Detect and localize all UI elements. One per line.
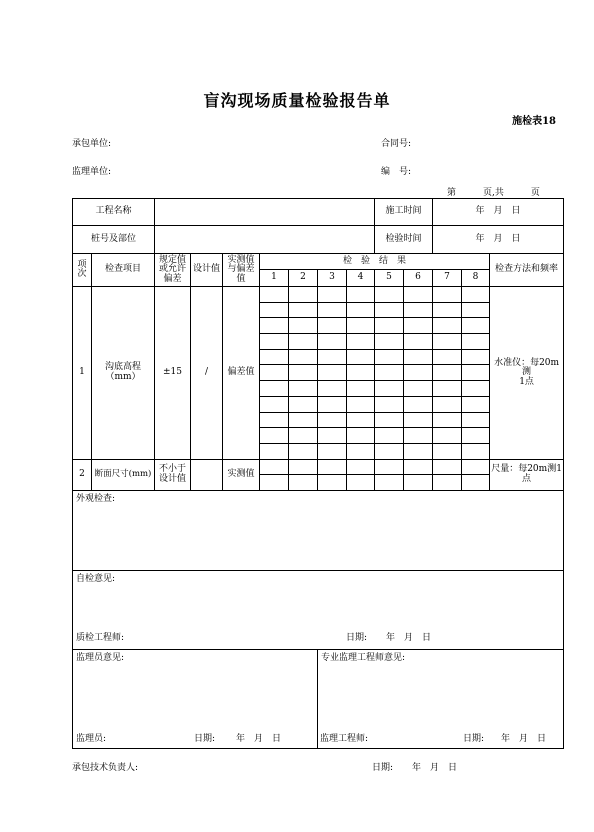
result-cell[interactable]	[375, 302, 404, 318]
result-cell[interactable]	[433, 302, 462, 318]
result-cell[interactable]	[404, 287, 433, 303]
result-cell[interactable]	[433, 443, 462, 459]
result-cell[interactable]	[289, 412, 318, 428]
supervisor-opinion-label: 监理员意见:	[76, 652, 125, 663]
result-col-header: 2	[289, 270, 318, 287]
result-cell[interactable]	[404, 428, 433, 444]
contractor-label: 承包单位:	[72, 139, 112, 149]
form-number: 施检表18	[512, 116, 556, 127]
row-no: 1	[73, 287, 92, 460]
result-cell[interactable]	[289, 381, 318, 397]
result-cell[interactable]	[318, 349, 347, 365]
page-title: 盲沟现场质量检验报告单	[203, 91, 391, 110]
result-cell[interactable]	[375, 428, 404, 444]
result-cell[interactable]	[289, 396, 318, 412]
result-cell[interactable]	[318, 334, 347, 350]
appearance-section	[73, 490, 564, 570]
result-cell[interactable]	[260, 396, 289, 412]
self-check-label: 自检意见:	[76, 573, 116, 584]
result-cell[interactable]	[260, 349, 289, 365]
supervisor-date-label: 日期:	[194, 734, 216, 744]
result-cell[interactable]	[318, 459, 347, 475]
result-cell[interactable]	[462, 475, 490, 491]
engineer-date-value: 年 月 日	[501, 734, 547, 744]
self-check-section	[73, 570, 564, 649]
result-cell[interactable]	[347, 412, 375, 428]
result-cell[interactable]	[404, 459, 433, 475]
header-item: 检查项目	[92, 254, 155, 287]
row-item: 断面尺寸(mm)	[92, 459, 155, 490]
result-col-header: 5	[375, 270, 404, 287]
result-cell[interactable]	[433, 381, 462, 397]
result-cell[interactable]	[462, 287, 490, 303]
result-cell[interactable]	[462, 334, 490, 350]
result-cell[interactable]	[404, 443, 433, 459]
result-cell[interactable]	[462, 302, 490, 318]
result-col-header: 1	[260, 270, 289, 287]
qc-engineer-label: 质检工程师:	[76, 633, 125, 643]
construction-time-value[interactable]: 年 月 日	[433, 199, 564, 226]
result-cell[interactable]	[289, 302, 318, 318]
result-cell[interactable]	[375, 412, 404, 428]
inspection-time-value[interactable]: 年 月 日	[433, 226, 564, 254]
result-col-header: 4	[347, 270, 375, 287]
result-cell[interactable]	[318, 365, 347, 381]
qc-date-value: 年 月 日	[386, 633, 432, 643]
result-cell[interactable]	[289, 349, 318, 365]
result-cell[interactable]	[289, 287, 318, 303]
project-name-label: 工程名称	[73, 199, 155, 226]
result-cell[interactable]	[318, 318, 347, 334]
serial-no-label: 编 号:	[381, 167, 412, 177]
result-cell[interactable]	[260, 381, 289, 397]
result-cell[interactable]	[462, 443, 490, 459]
result-cell[interactable]	[318, 396, 347, 412]
result-cell[interactable]	[404, 334, 433, 350]
supervisor-opinion-section	[73, 649, 318, 748]
result-cell[interactable]	[404, 475, 433, 491]
result-cell[interactable]	[433, 318, 462, 334]
result-cell[interactable]	[289, 459, 318, 475]
result-cell[interactable]	[462, 396, 490, 412]
result-cell[interactable]	[347, 459, 375, 475]
result-cell[interactable]	[260, 412, 289, 428]
result-cell[interactable]	[433, 475, 462, 491]
contractor-tech-date-value: 年 月 日	[412, 763, 458, 773]
result-cell[interactable]	[347, 349, 375, 365]
result-cell[interactable]	[289, 334, 318, 350]
result-cell[interactable]	[433, 349, 462, 365]
result-cell[interactable]	[375, 459, 404, 475]
result-cell[interactable]	[375, 365, 404, 381]
station-value[interactable]	[155, 226, 375, 254]
result-cell[interactable]	[433, 459, 462, 475]
result-cell[interactable]	[433, 334, 462, 350]
station-label: 桩号及部位	[73, 226, 155, 254]
result-cell[interactable]	[404, 318, 433, 334]
result-col-header: 7	[433, 270, 462, 287]
result-cell[interactable]	[318, 412, 347, 428]
row-design	[191, 459, 223, 490]
header-spec: 规定值 或允许 偏差	[155, 254, 191, 287]
result-cell[interactable]	[375, 381, 404, 397]
result-cell[interactable]	[347, 365, 375, 381]
supervisor-date-value: 年 月 日	[236, 734, 282, 744]
result-cell[interactable]	[318, 428, 347, 444]
result-cell[interactable]	[404, 396, 433, 412]
pro-supervisor-opinion-section	[318, 649, 564, 748]
result-cell[interactable]	[318, 443, 347, 459]
result-col-header: 8	[462, 270, 490, 287]
result-cell[interactable]	[433, 396, 462, 412]
header-results: 检 验 结 果	[260, 254, 490, 270]
supervising-engineer-label: 监理工程师:	[320, 734, 369, 744]
result-cell[interactable]	[289, 318, 318, 334]
contractor-tech-label: 承包技术负责人:	[72, 763, 139, 773]
result-cell[interactable]	[462, 365, 490, 381]
inspection-table	[72, 198, 564, 749]
header-measured: 实测值 与偏差 值	[223, 254, 260, 287]
result-cell[interactable]	[289, 475, 318, 491]
result-cell[interactable]	[347, 334, 375, 350]
result-cell[interactable]	[260, 428, 289, 444]
result-cell[interactable]	[289, 365, 318, 381]
row-method: 尺量：每20m测1 点	[490, 459, 564, 490]
result-cell[interactable]	[375, 443, 404, 459]
result-cell[interactable]	[462, 412, 490, 428]
result-cell[interactable]	[462, 349, 490, 365]
result-cell[interactable]	[433, 365, 462, 381]
result-cell[interactable]	[404, 349, 433, 365]
inspection-time-label: 检验时间	[375, 226, 433, 254]
result-cell[interactable]	[375, 349, 404, 365]
contractor-tech-date-label: 日期:	[372, 763, 394, 773]
result-cell[interactable]	[404, 412, 433, 428]
row-method: 水准仪：每20m测 1点	[490, 287, 564, 460]
result-cell[interactable]	[260, 475, 289, 491]
result-cell[interactable]	[462, 318, 490, 334]
row-no: 2	[73, 459, 92, 490]
result-cell[interactable]	[433, 287, 462, 303]
page-counter: 第 页,共 页	[447, 188, 540, 198]
result-cell[interactable]	[347, 302, 375, 318]
result-cell[interactable]	[433, 412, 462, 428]
result-cell[interactable]	[318, 302, 347, 318]
result-cell[interactable]	[289, 428, 318, 444]
construction-time-label: 施工时间	[375, 199, 433, 226]
project-name-value[interactable]	[155, 199, 375, 226]
row-item: 沟底高程 （mm）	[92, 287, 155, 460]
row-measured: 偏差值	[223, 287, 260, 460]
header-item-no: 项 次	[73, 254, 92, 287]
result-cell[interactable]	[404, 302, 433, 318]
result-cell[interactable]	[260, 443, 289, 459]
result-cell[interactable]	[347, 381, 375, 397]
result-cell[interactable]	[347, 475, 375, 491]
result-cell[interactable]	[260, 334, 289, 350]
result-cell[interactable]	[289, 443, 318, 459]
result-cell[interactable]	[347, 396, 375, 412]
supervisor-sign-label: 监理员:	[76, 734, 107, 744]
result-cell[interactable]	[260, 287, 289, 303]
result-cell[interactable]	[375, 475, 404, 491]
appearance-label: 外观检查:	[76, 493, 116, 504]
result-col-header: 6	[404, 270, 433, 287]
result-cell[interactable]	[347, 287, 375, 303]
result-cell[interactable]	[404, 381, 433, 397]
result-cell[interactable]	[462, 459, 490, 475]
supervisor-unit-label: 监理单位:	[72, 167, 112, 177]
header-method: 检查方法和频率	[490, 254, 564, 287]
result-cell[interactable]	[260, 318, 289, 334]
result-cell[interactable]	[375, 318, 404, 334]
result-cell[interactable]	[347, 318, 375, 334]
result-col-header: 3	[318, 270, 347, 287]
row-measured: 实测值	[223, 459, 260, 490]
result-cell[interactable]	[347, 428, 375, 444]
engineer-date-label: 日期:	[463, 734, 485, 744]
result-cell[interactable]	[318, 475, 347, 491]
result-cell[interactable]	[433, 428, 462, 444]
result-cell[interactable]	[260, 459, 289, 475]
row-spec: ±15	[155, 287, 191, 460]
pro-supervisor-opinion-label: 专业监理工程师意见:	[321, 652, 406, 663]
result-cell[interactable]	[260, 302, 289, 318]
result-cell[interactable]	[462, 381, 490, 397]
result-cell[interactable]	[260, 365, 289, 381]
result-cell[interactable]	[375, 396, 404, 412]
row-spec: 不小于 设计值	[155, 459, 191, 490]
result-cell[interactable]	[347, 443, 375, 459]
result-cell[interactable]	[318, 381, 347, 397]
qc-date-label: 日期:	[346, 633, 368, 643]
result-cell[interactable]	[318, 287, 347, 303]
result-cell[interactable]	[375, 287, 404, 303]
row-design: /	[191, 287, 223, 460]
result-cell[interactable]	[404, 365, 433, 381]
result-cell[interactable]	[375, 334, 404, 350]
header-design: 设计值	[191, 254, 223, 287]
contract-no-label: 合同号:	[381, 139, 412, 149]
result-cell[interactable]	[462, 428, 490, 444]
